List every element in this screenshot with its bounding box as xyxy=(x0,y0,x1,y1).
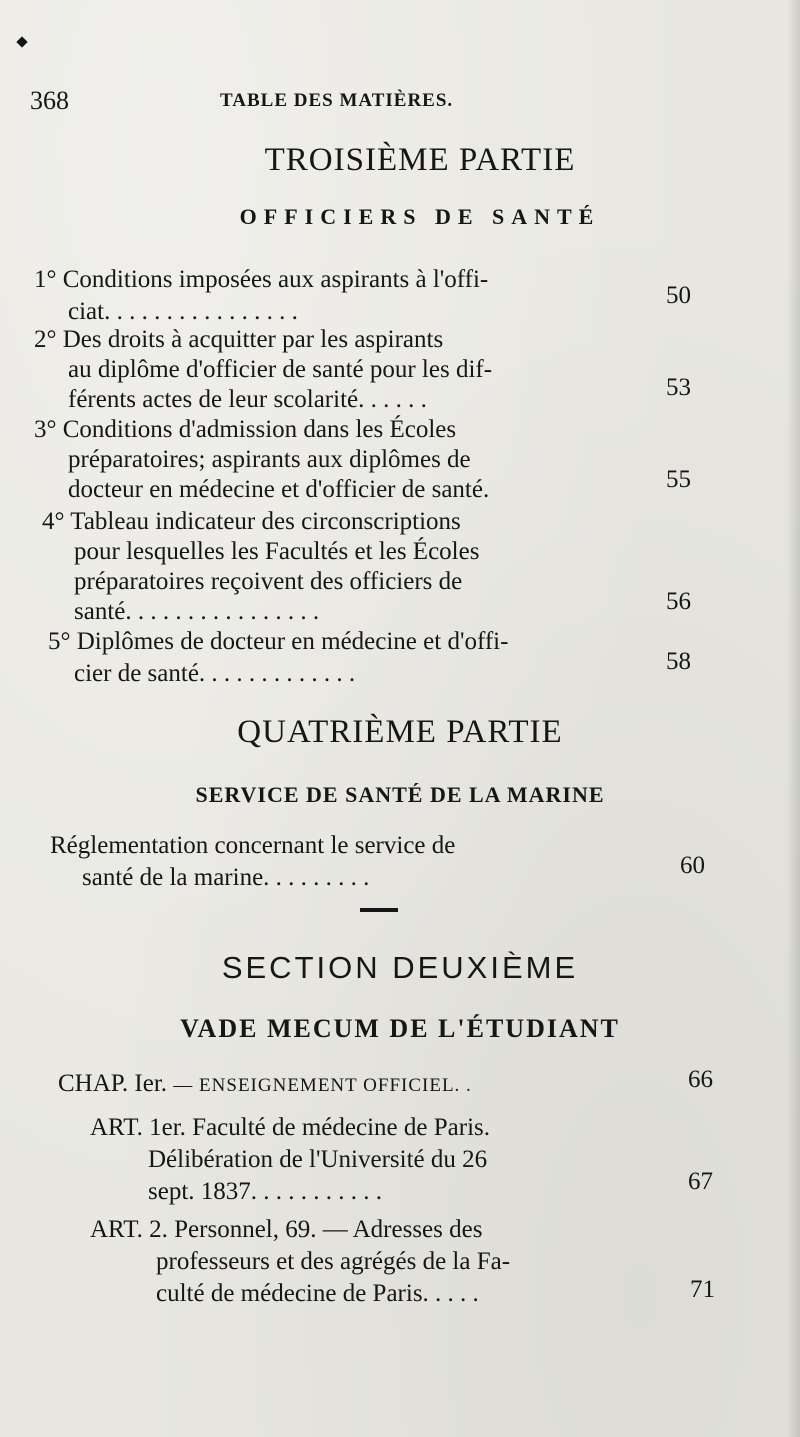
entry-line: sept. 1837. . . . . . . . . . . xyxy=(148,1178,383,1205)
chapter-text: — ENSEIGNEMENT OFFICIEL. . xyxy=(173,1075,472,1096)
entry-line: férents actes de leur scolarité. . . . . . xyxy=(68,386,427,413)
entry-line: ART. 1er. Faculté de médecine de Paris. xyxy=(90,1114,490,1141)
entry-line: 1° Conditions imposées aux aspirants à l'offi- xyxy=(34,266,489,293)
section-title: SECTION DEUXIÈME xyxy=(221,950,579,985)
page-number: 368 xyxy=(30,86,69,115)
entry-line: 2° Des droits à acquitter par les aspirants xyxy=(34,326,444,353)
entry-line: préparatoires; aspirants aux diplômes de xyxy=(68,446,471,473)
entry-line: 4° Tableau indicateur des circonscriptions xyxy=(42,508,461,535)
entry-line: santé de la marine. . . . . . . . . xyxy=(82,864,370,891)
part3-subtitle: OFFICIERS DE SANTÉ xyxy=(239,204,601,229)
entry-page: 66 xyxy=(688,1066,713,1093)
entry-page: 58 xyxy=(666,648,691,675)
entry-line: préparatoires reçoivent des officiers de xyxy=(74,568,463,595)
entry-page: 56 xyxy=(666,588,691,615)
entry-line: Réglementation concernant le service de xyxy=(50,832,456,859)
entry-page: 53 xyxy=(666,374,691,401)
entry-line: 3° Conditions d'admission dans les Écoles xyxy=(34,416,457,443)
separator-dash xyxy=(360,908,398,912)
entry-page: 71 xyxy=(690,1276,715,1303)
entry-line: culté de médecine de Paris. . . . . xyxy=(156,1280,479,1307)
entry-line: ciat. . . . . . . . . . . . . . . . xyxy=(68,298,298,325)
entry-line: docteur en médecine et d'officier de santé. xyxy=(68,476,490,503)
chapter-label: CHAP. Ier. xyxy=(58,1070,168,1097)
chapter-heading xyxy=(58,1070,472,1098)
entry-page: 60 xyxy=(680,852,705,879)
entry-line: ART. 2. Personnel, 69. — Adresses des xyxy=(90,1216,483,1243)
entry-line: au diplôme d'officier de santé pour les dif- xyxy=(68,356,493,383)
part3-title: TROISIÈME PARTIE xyxy=(264,142,576,178)
running-head xyxy=(30,86,630,120)
entry-page: 67 xyxy=(688,1168,713,1195)
part4-title: QUATRIÈME PARTIE xyxy=(237,714,563,750)
entry-page: 55 xyxy=(666,466,691,493)
print-mark-icon xyxy=(16,36,27,47)
entry-line: santé. . . . . . . . . . . . . . . . xyxy=(74,598,320,625)
entry-line: cier de santé. . . . . . . . . . . . . xyxy=(74,660,356,687)
entry-line: Délibération de l'Université du 26 xyxy=(148,1146,488,1173)
section-subtitle: VADE MECUM DE L'ÉTUDIANT xyxy=(180,1014,620,1043)
entry-line: professeurs et des agrégés de la Fa- xyxy=(156,1248,511,1275)
part4-subtitle: SERVICE DE SANTÉ DE LA MARINE xyxy=(195,782,605,807)
entry-line: 5° Diplômes de docteur en médecine et d'offi- xyxy=(48,628,509,655)
entry-page: 50 xyxy=(666,282,691,309)
entry-line: pour lesquelles les Facultés et les Écoles xyxy=(74,538,480,565)
running-title: TABLE DES MATIÈRES. xyxy=(220,90,454,111)
